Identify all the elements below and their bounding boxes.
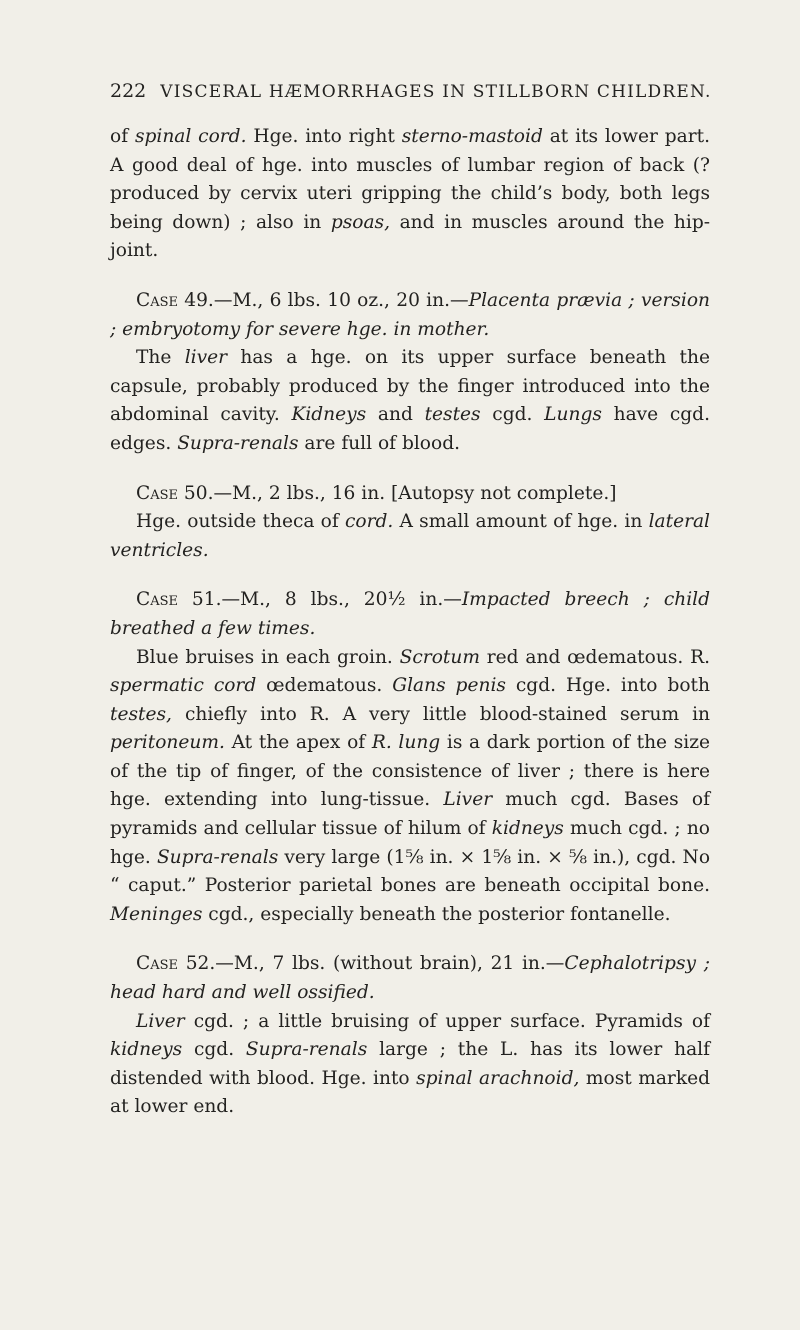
text-run: very large (1⅝ in. × 1⅝ in. × ⅝ in.), cgd. No “ caput.” Posterior parietal bones are beneath occipital bone.	[110, 846, 711, 897]
italic-term: kidneys	[491, 818, 564, 840]
text-run: most marked at lower end.	[110, 1067, 710, 1118]
paragraph	[110, 644, 710, 930]
text-run: has a hge. on its upper surface beneath the capsule, probably produced by the finger introduced into the abdominal cavity.	[110, 347, 710, 426]
italic-term: Glans penis	[392, 675, 506, 697]
text-run: A small amount of hge. in	[393, 511, 649, 533]
italic-term: spinal cord.	[134, 126, 247, 147]
italic-term: Impacted breech ; child breathed a few times.	[110, 589, 710, 639]
case-number: Case 50.	[136, 482, 214, 504]
italic-term: Meninges	[110, 903, 203, 925]
paragraph	[110, 123, 710, 266]
text-run: and in muscles around the hip-joint.	[110, 211, 711, 262]
italic-term: liver	[184, 347, 228, 369]
case-number: Case 49.	[136, 289, 214, 311]
text-run: Hge. into right	[246, 126, 402, 147]
text-run: are full of blood.	[298, 432, 461, 454]
case-heading-49	[110, 287, 710, 344]
text-run: is a dark portion of the size of the tip of finger, of the consistence of liver ; there is here hge. extending into lung-tissue.	[110, 732, 710, 811]
italic-term: Supra-renals	[156, 846, 279, 868]
paragraph	[110, 508, 710, 565]
italic-term: spinal arachnoid,	[416, 1067, 580, 1089]
body-text	[110, 123, 710, 1122]
text-run: Blue bruises in each groin.	[136, 646, 400, 668]
text-run: cgd. ; a little bruising of upper surface. Pyramids of	[184, 1010, 710, 1032]
text-run: cgd., especially beneath the posterior fontanelle.	[202, 903, 671, 925]
text-run: much cgd. ; no hge.	[110, 818, 710, 868]
italic-term: Lungs	[544, 404, 602, 426]
text-run: and	[366, 404, 425, 426]
text-run: —M., 8 lbs., 20½ in.—	[221, 589, 462, 611]
italic-term: cord.	[344, 511, 394, 533]
italic-term: Kidneys	[291, 404, 367, 426]
text-run: œdematous.	[256, 675, 393, 697]
italic-term: Cephalotripsy ; head hard and well ossified.	[110, 953, 710, 1004]
text-run: —M., 6 lbs. 10 oz., 20 in.—	[213, 289, 469, 311]
text-run: red and œdematous. R.	[479, 646, 710, 668]
text-run: At the apex of	[224, 732, 372, 754]
paragraph	[110, 344, 710, 458]
page-number: 222	[110, 80, 147, 102]
italic-term: Supra-renals	[177, 432, 299, 454]
running-header	[110, 80, 710, 102]
italic-term: R. lung	[371, 732, 441, 754]
text-run: cgd. Hge. into both	[505, 675, 710, 697]
italic-term: Liver	[136, 1010, 185, 1032]
case-number: Case 51.	[136, 589, 222, 611]
case-heading-51	[110, 586, 710, 643]
italic-term: psoas,	[330, 211, 391, 233]
text-run: at its lower part. A good deal of hge. into muscles of lumbar region of back (? produced by cervix uteri gripping the child’s body, both legs being down) ; also in	[110, 126, 710, 233]
italic-term: sterno-mastoid	[401, 126, 543, 147]
italic-term: Placenta prævia ; version ; embryotomy for severe hge. in mother.	[110, 289, 711, 340]
italic-term: lateral ventricles.	[110, 511, 710, 561]
paragraph	[110, 1008, 710, 1122]
text-run: chiefly into R. A very little blood-stained serum in	[171, 703, 710, 725]
case-heading-50	[110, 480, 710, 509]
italic-term: peritoneum.	[110, 732, 225, 754]
italic-term: spermatic cord	[110, 675, 257, 697]
case-heading-52	[110, 950, 710, 1007]
italic-term: Liver	[443, 789, 493, 811]
text-run: Hge. outside theca of	[136, 511, 345, 533]
italic-term: Supra-renals	[245, 1039, 368, 1061]
italic-term: kidneys	[110, 1039, 183, 1061]
text-run: of	[110, 126, 135, 147]
italic-term: Scrotum	[399, 646, 480, 668]
case-number: Case 52.	[136, 953, 216, 975]
text-run: cgd.	[182, 1039, 246, 1061]
text-run: large ; the L. has its lower half distended with blood. Hge. into	[110, 1039, 710, 1089]
text-run: —M., 7 lbs. (without brain), 21 in.—	[215, 953, 565, 975]
text-run: cgd.	[480, 404, 545, 426]
italic-term: testes	[424, 404, 481, 426]
text-run: —M., 2 lbs., 16 in. [Autopsy not complete.]	[213, 482, 617, 504]
italic-term: testes,	[110, 703, 172, 725]
running-title: VISCERAL HÆMORRHAGES IN STILLBORN CHILDREN.	[160, 82, 712, 102]
text-run: much cgd. Bases of pyramids and cellular tissue of hilum of	[110, 789, 710, 840]
text-run: have cgd. edges.	[110, 404, 710, 454]
text-run: The	[136, 347, 185, 369]
